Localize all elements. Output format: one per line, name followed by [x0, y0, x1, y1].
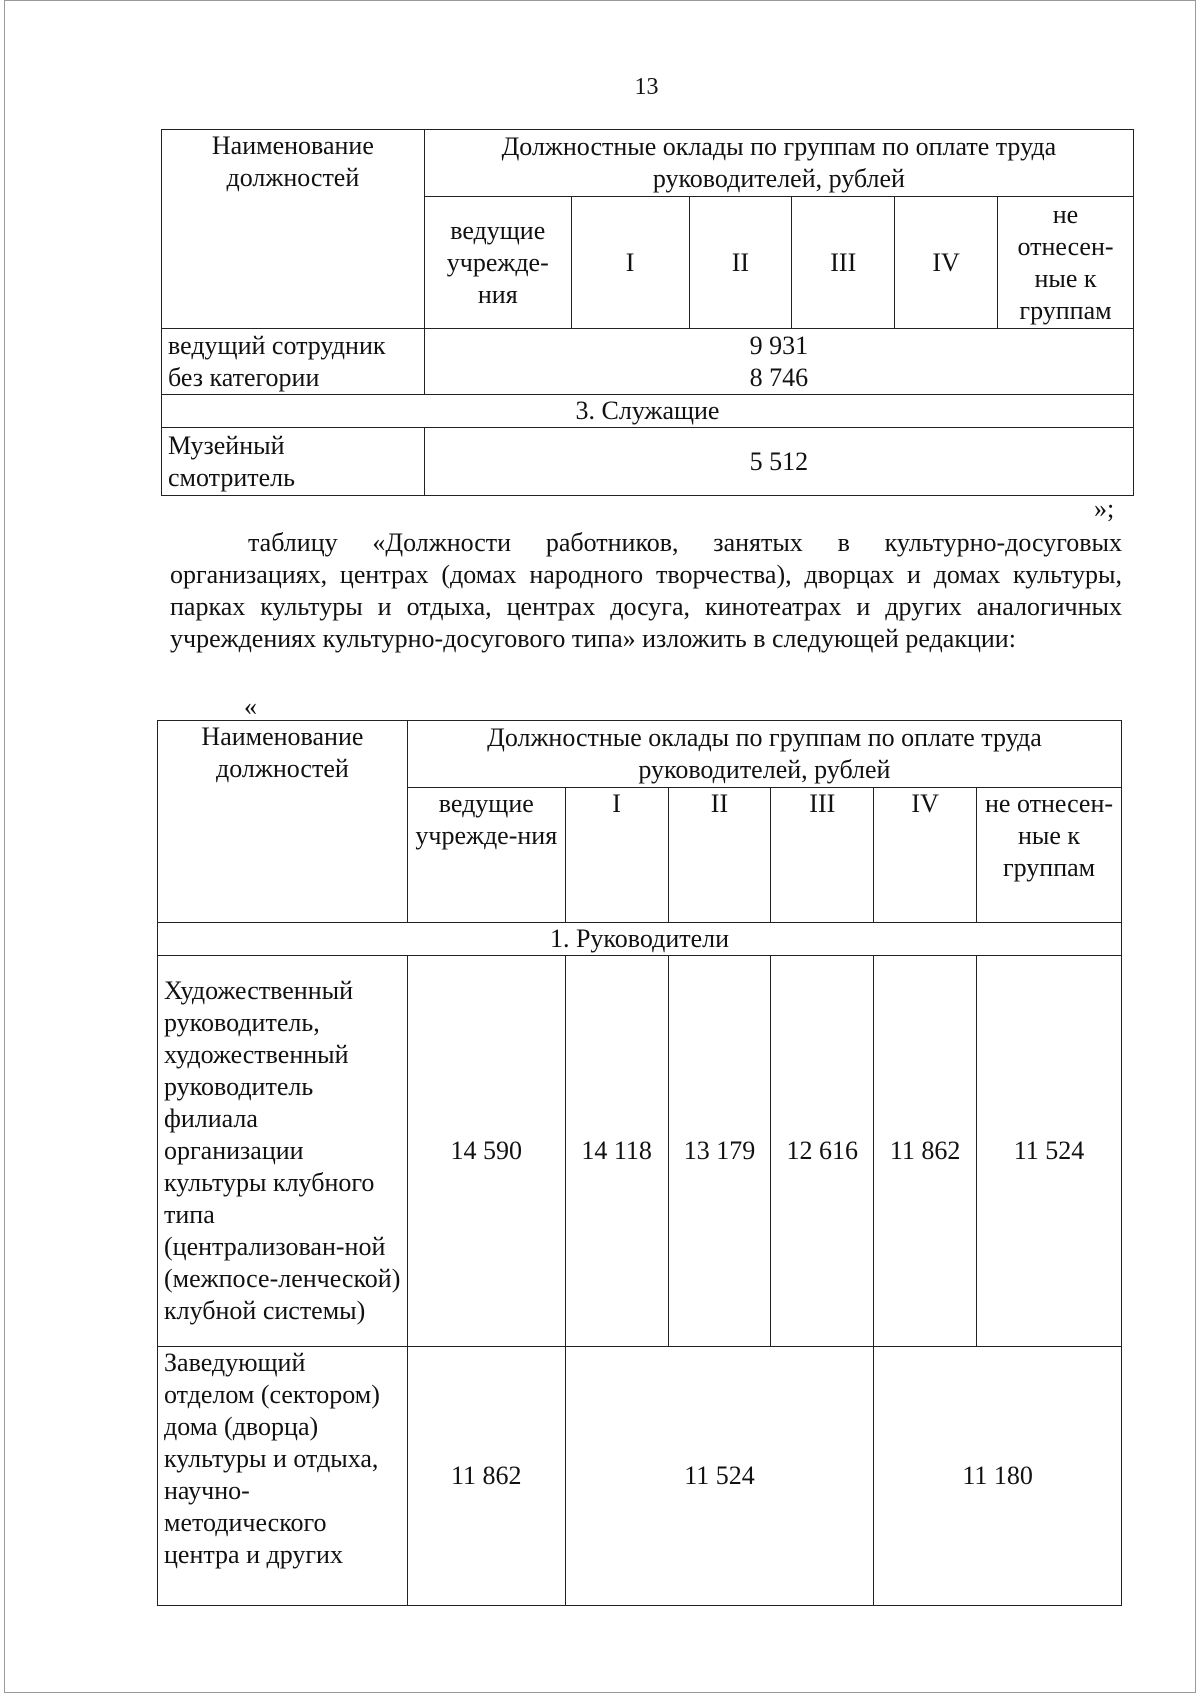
col-group-ii: II [689, 197, 792, 329]
col-group-iv: IV [874, 788, 977, 923]
row-leading-employee-values [424, 329, 1133, 395]
row-artistic-director-name: Художественный руководитель, художественный руководитель филиала организации культуры клубного типа (централизован-ной (межпосе-ленческой) клубной системы) [158, 956, 408, 1347]
opening-quote: « [244, 692, 257, 721]
header-position-name: Наименование должностей [158, 721, 408, 923]
col-unassigned: не отнесен-ные к группам [998, 197, 1134, 329]
closing-quote: »; [1094, 494, 1115, 523]
body-paragraph: таблицу «Должности работников, занятых в культурно-досуговых организациях, центрах (домах народного творчества), дворцах и домах культуры, парках культуры и отдыха, центрах досуга, кинотеатрах и других аналогичных учреждениях культурно-досугового типа» изложить в следующей редакции: [170, 528, 1122, 653]
row-name-line: ведущий сотрудник [168, 330, 386, 360]
row-name-line: без категории [168, 362, 320, 392]
row-department-head-name: Заведующий отделом (сектором) дома (дворца) культуры и отдыха, научно-методического центра и других [158, 1347, 408, 1606]
header-salary-groups: Должностные оклады по группам по оплате труда руководителей, рублей [407, 721, 1121, 788]
col-group-iv: IV [895, 197, 998, 329]
salary-cell: 11 862 [407, 1347, 565, 1606]
col-group-i: I [565, 788, 668, 923]
section-managers: 1. Руководители [158, 923, 1122, 956]
salary-cell: 11 180 [874, 1347, 1122, 1606]
salary-cell: 11 524 [565, 1347, 874, 1606]
col-leading-institutions: ведущие учрежде-ния [424, 197, 571, 329]
row-museum-attendant-name: Музейный смотритель [162, 428, 425, 496]
col-group-iii: III [771, 788, 874, 923]
col-group-iii: III [792, 197, 895, 329]
salary-cell: 11 524 [977, 956, 1122, 1347]
page-number: 13 [634, 74, 659, 100]
salary-value: 9 931 [749, 330, 809, 360]
salary-cell: 14 590 [407, 956, 565, 1347]
col-unassigned: не отнесен-ные к группам [977, 788, 1122, 923]
header-salary-groups: Должностные оклады по группам по оплате труда руководителей, рублей [424, 130, 1133, 197]
salary-table-museum [161, 129, 1134, 496]
salary-value: 8 746 [749, 362, 809, 392]
salary-cell: 11 862 [874, 956, 977, 1347]
col-group-i: I [571, 197, 689, 329]
row-museum-attendant-value: 5 512 [424, 428, 1133, 496]
section-employees: 3. Служащие [162, 395, 1134, 428]
salary-cell: 12 616 [771, 956, 874, 1347]
salary-cell: 14 118 [565, 956, 668, 1347]
salary-table-cultural [157, 720, 1122, 1606]
salary-cell: 13 179 [668, 956, 771, 1347]
col-leading-institutions: ведущие учрежде-ния [407, 788, 565, 923]
header-position-name: Наименование должностей [162, 130, 425, 329]
col-group-ii: II [668, 788, 771, 923]
row-leading-employee-name [162, 329, 425, 395]
